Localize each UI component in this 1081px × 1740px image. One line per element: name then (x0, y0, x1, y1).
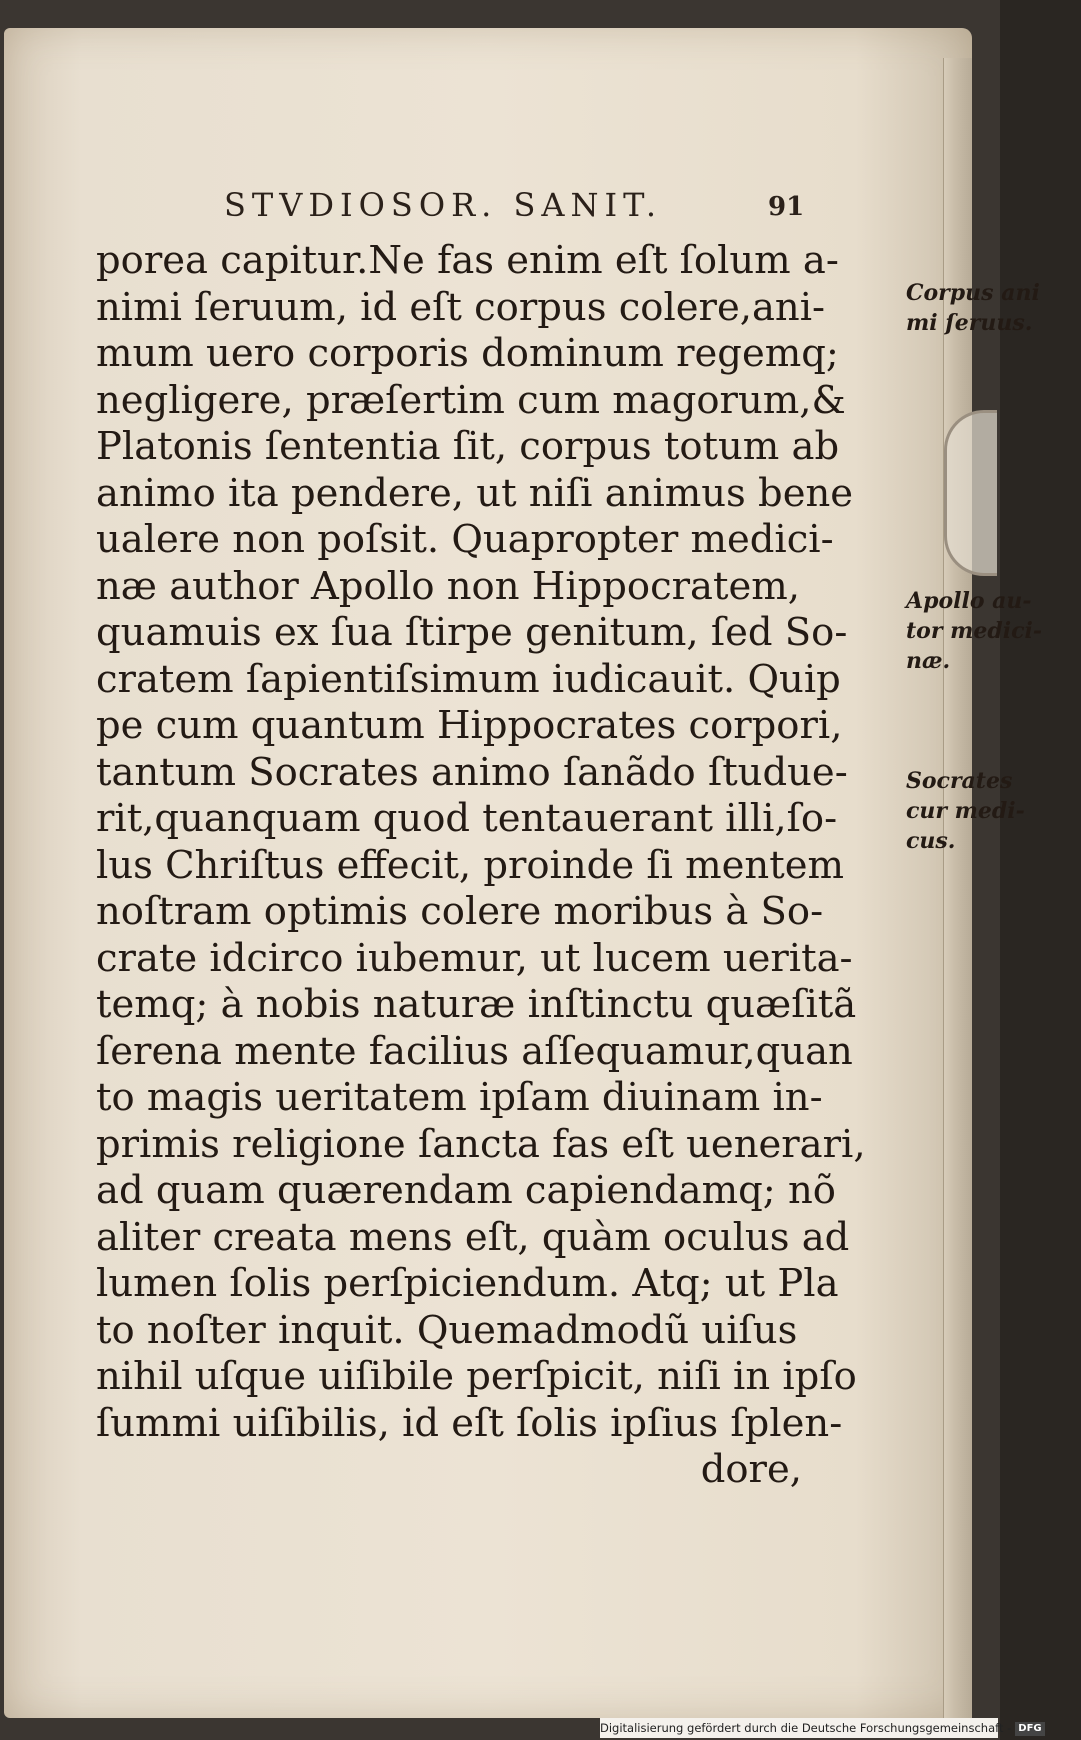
text-line: animo ita pendere, ut niſi animus bene (96, 470, 854, 516)
text-line: primis religione ſancta fas eſt uenerari, (96, 1121, 866, 1167)
marginal-note (906, 766, 1081, 856)
text-line: tantum Socrates animo ſanãdo ſtudue- (96, 749, 848, 795)
text-line: quamuis ex ſua ſtirpe genitum, ſed So- (96, 610, 848, 655)
text-line: mum uero corporis dominum regemq; (96, 331, 839, 376)
marginal-note (906, 278, 1081, 338)
text-line: negligere, præſertim cum magorum,& (96, 377, 846, 423)
text-line: ſerena mente facilius aſſequamur,quan (96, 1028, 853, 1074)
text-line: porea capitur.Ne fas enim eſt ſolum a- (96, 238, 839, 283)
text-line: rit,quanquam quod tentauerant illi,ſo- (96, 796, 838, 841)
text-line: to magis ueritatem ipſam diuinam in- (96, 1075, 823, 1120)
marginal-note-line: Apollo au- (906, 588, 1032, 614)
text-line: aliter creata mens eſt, quàm oculus ad (96, 1214, 850, 1260)
marginal-note-line: næ. (906, 648, 951, 674)
page-tab (944, 410, 997, 576)
text-line: ad quam quærendam capiendamq; nõ (96, 1168, 836, 1213)
marginal-note-line: mi ſeruus. (906, 310, 1033, 336)
text-line: noſtram optimis colere moribus à So- (96, 889, 824, 934)
text-line: nimi ſeruum, id eſt corpus colere,ani- (96, 284, 826, 330)
digitization-footer (600, 1718, 1042, 1738)
text-line: to noſter inquit. Quemadmodũ uiſus (96, 1307, 798, 1353)
text-line: næ author Apollo non Hippocratem, (96, 563, 801, 609)
dfg-logo: DFG (1015, 1722, 1044, 1736)
page-number: 91 (768, 192, 805, 222)
text-line: ſummi uiſibilis, id eſt ſolis ipſius ſplen- (96, 1400, 843, 1446)
marginal-note-line: Corpus ani (906, 280, 1040, 306)
text-line: temq; à nobis naturæ inſtinctu quæſitã (96, 982, 857, 1027)
text-line: nihil uſque uiſibile perſpicit, niſi in ipſo (96, 1354, 857, 1399)
text-line: lumen ſolis perſpiciendum. Atq; ut Pla (96, 1261, 839, 1306)
marginal-note (906, 586, 1081, 676)
text-line: cratem ſapientiſsimum iudicauit. Quip (96, 656, 841, 702)
text-line: lus Chriſtus effecit, proinde ſi mentem (96, 842, 844, 888)
marginal-note-line: Socrates (906, 768, 1013, 794)
body-text (96, 238, 1042, 1494)
running-head: STVDIOSOR. SANIT. (224, 186, 662, 224)
text-line: ualere non poſsit. Quapropter medici- (96, 517, 834, 562)
catchword: dore, (700, 1447, 802, 1492)
footer-text: Digitalisierung gefördert durch die Deutsche Forschungsgemeinschaft - (600, 1721, 1012, 1735)
marginal-note-line: tor medici- (906, 618, 1042, 644)
marginal-note-line: cus. (906, 828, 956, 854)
text-line: Platonis ſententia ſit, corpus totum ab (96, 424, 840, 469)
marginal-note-line: cur medi- (906, 798, 1025, 824)
text-line: crate idcirco iubemur, ut lucem uerita- (96, 935, 853, 981)
text-line: pe cum quantum Hippocrates corpori, (96, 703, 843, 748)
page-header (0, 186, 1000, 226)
